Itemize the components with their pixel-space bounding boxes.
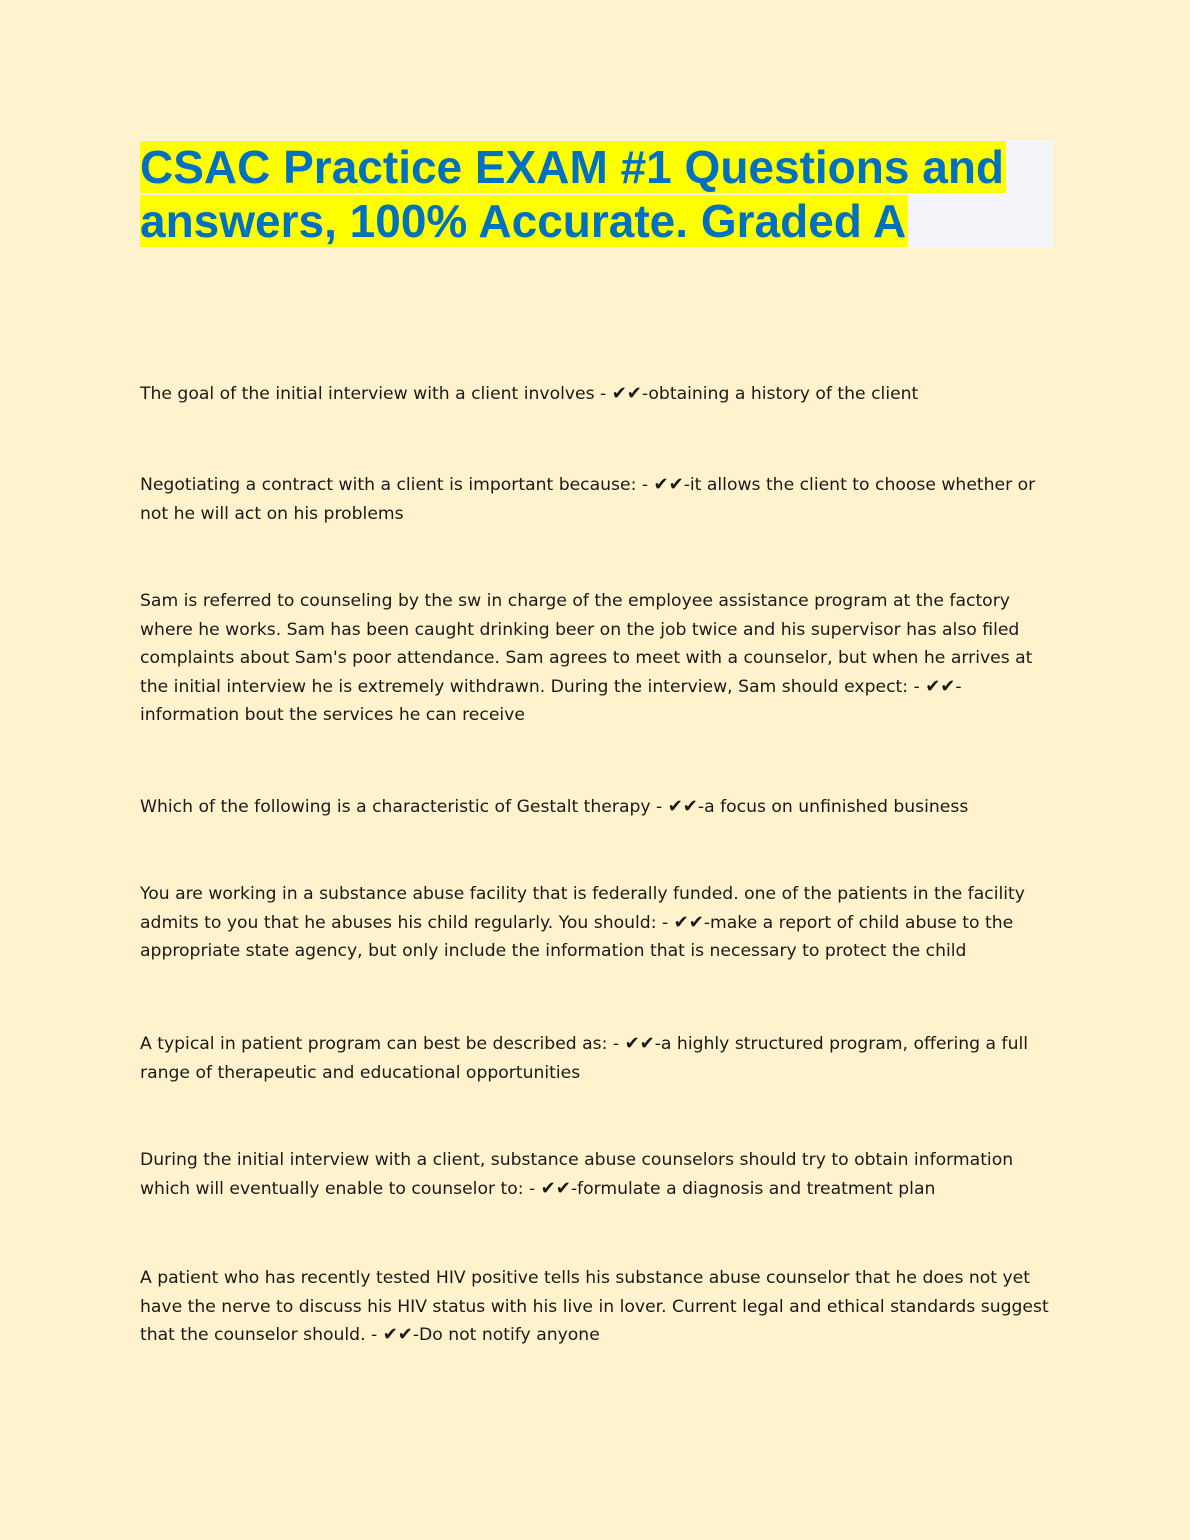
qa-item-4 — [140, 793, 1050, 822]
qa-item-3 — [140, 587, 1050, 730]
answer-text: -information bout the services he can receive — [140, 676, 962, 725]
separator: - — [908, 676, 926, 697]
question-text: Which of the following is a characteristic of Gestalt therapy — [140, 797, 651, 817]
checkmark-icon: ✔✔ — [673, 911, 704, 933]
question-text: You are working in a substance abuse facility that is federally funded. one of the patients in the facility admits to you that he abuses his child regularly. You should: — [140, 884, 1025, 933]
answer-text: -Do not notify anyone — [412, 1325, 600, 1345]
title-line-1 — [140, 140, 1053, 194]
checkmark-icon: ✔✔ — [540, 1177, 571, 1199]
question-text: A typical in patient program can best be described as: — [140, 1034, 608, 1054]
question-text: The goal of the initial interview with a client involves — [140, 384, 595, 404]
title-highlight-2: answers, 100% Accurate. Graded A — [140, 195, 907, 247]
qa-item-5 — [140, 880, 1050, 966]
qa-item-6 — [140, 1030, 1050, 1087]
separator: - — [636, 475, 654, 495]
question-text: A patient who has recently tested HIV positive tells his substance abuse counselor that he does not yet have the nerve to discuss his HIV status with his live in lover. Current legal and ethical standards suggest that the counselor should. — [140, 1268, 1049, 1345]
separator: - — [523, 1178, 541, 1199]
title-highlight-1: CSAC Practice EXAM #1 Questions and — [140, 141, 1005, 193]
separator: - — [594, 384, 612, 404]
checkmark-icon: ✔✔ — [382, 1324, 413, 1345]
question-text: During the initial interview with a client, substance abuse counselors should try to obtain information which will eventually enable to counselor to: — [140, 1150, 1014, 1199]
separator: - — [656, 912, 674, 933]
qa-item-7 — [140, 1146, 1050, 1203]
checkmark-icon: ✔✔ — [667, 796, 698, 817]
title-line-2 — [140, 194, 1053, 248]
qa-item-8 — [140, 1264, 1050, 1350]
answer-text: -obtaining a history of the client — [641, 384, 919, 404]
answer-text: -a focus on unfinished business — [697, 797, 969, 817]
checkmark-icon: ✔✔ — [624, 1033, 655, 1054]
qa-item-2 — [140, 471, 1050, 528]
qa-item-1 — [140, 380, 1050, 409]
checkmark-icon: ✔✔ — [611, 383, 642, 404]
question-text: Negotiating a contract with a client is important because: — [140, 475, 637, 495]
answer-text: -a highly structured program, offering a full range of therapeutic and educational opportunities — [140, 1034, 1029, 1083]
checkmark-icon: ✔✔ — [653, 474, 684, 495]
question-text: Sam is referred to counseling by the sw in charge of the employee assistance program at the factory where he works. Sam has been caught drinking beer on the job twice and his supervisor has also filed complaints about Sam's poor attendance. Sam agrees to meet with a counselor, but when he arrives at the initial interview he is extremely withdrawn. During the interview, Sam should expect: — [140, 591, 1033, 697]
page-title — [140, 140, 1053, 248]
answer-text: -it allows the client to choose whether or not he will act on his problems — [140, 475, 1036, 524]
answer-text: -make a report of child abuse to the appropriate state agency, but only include the information that is necessary to protect the child — [140, 912, 1014, 961]
answer-text: -formulate a diagnosis and treatment plan — [570, 1178, 936, 1199]
separator: - — [607, 1034, 625, 1054]
separator: - — [365, 1325, 383, 1345]
checkmark-icon: ✔✔ — [925, 675, 956, 697]
separator: - — [650, 797, 668, 817]
title-block — [140, 140, 1053, 248]
